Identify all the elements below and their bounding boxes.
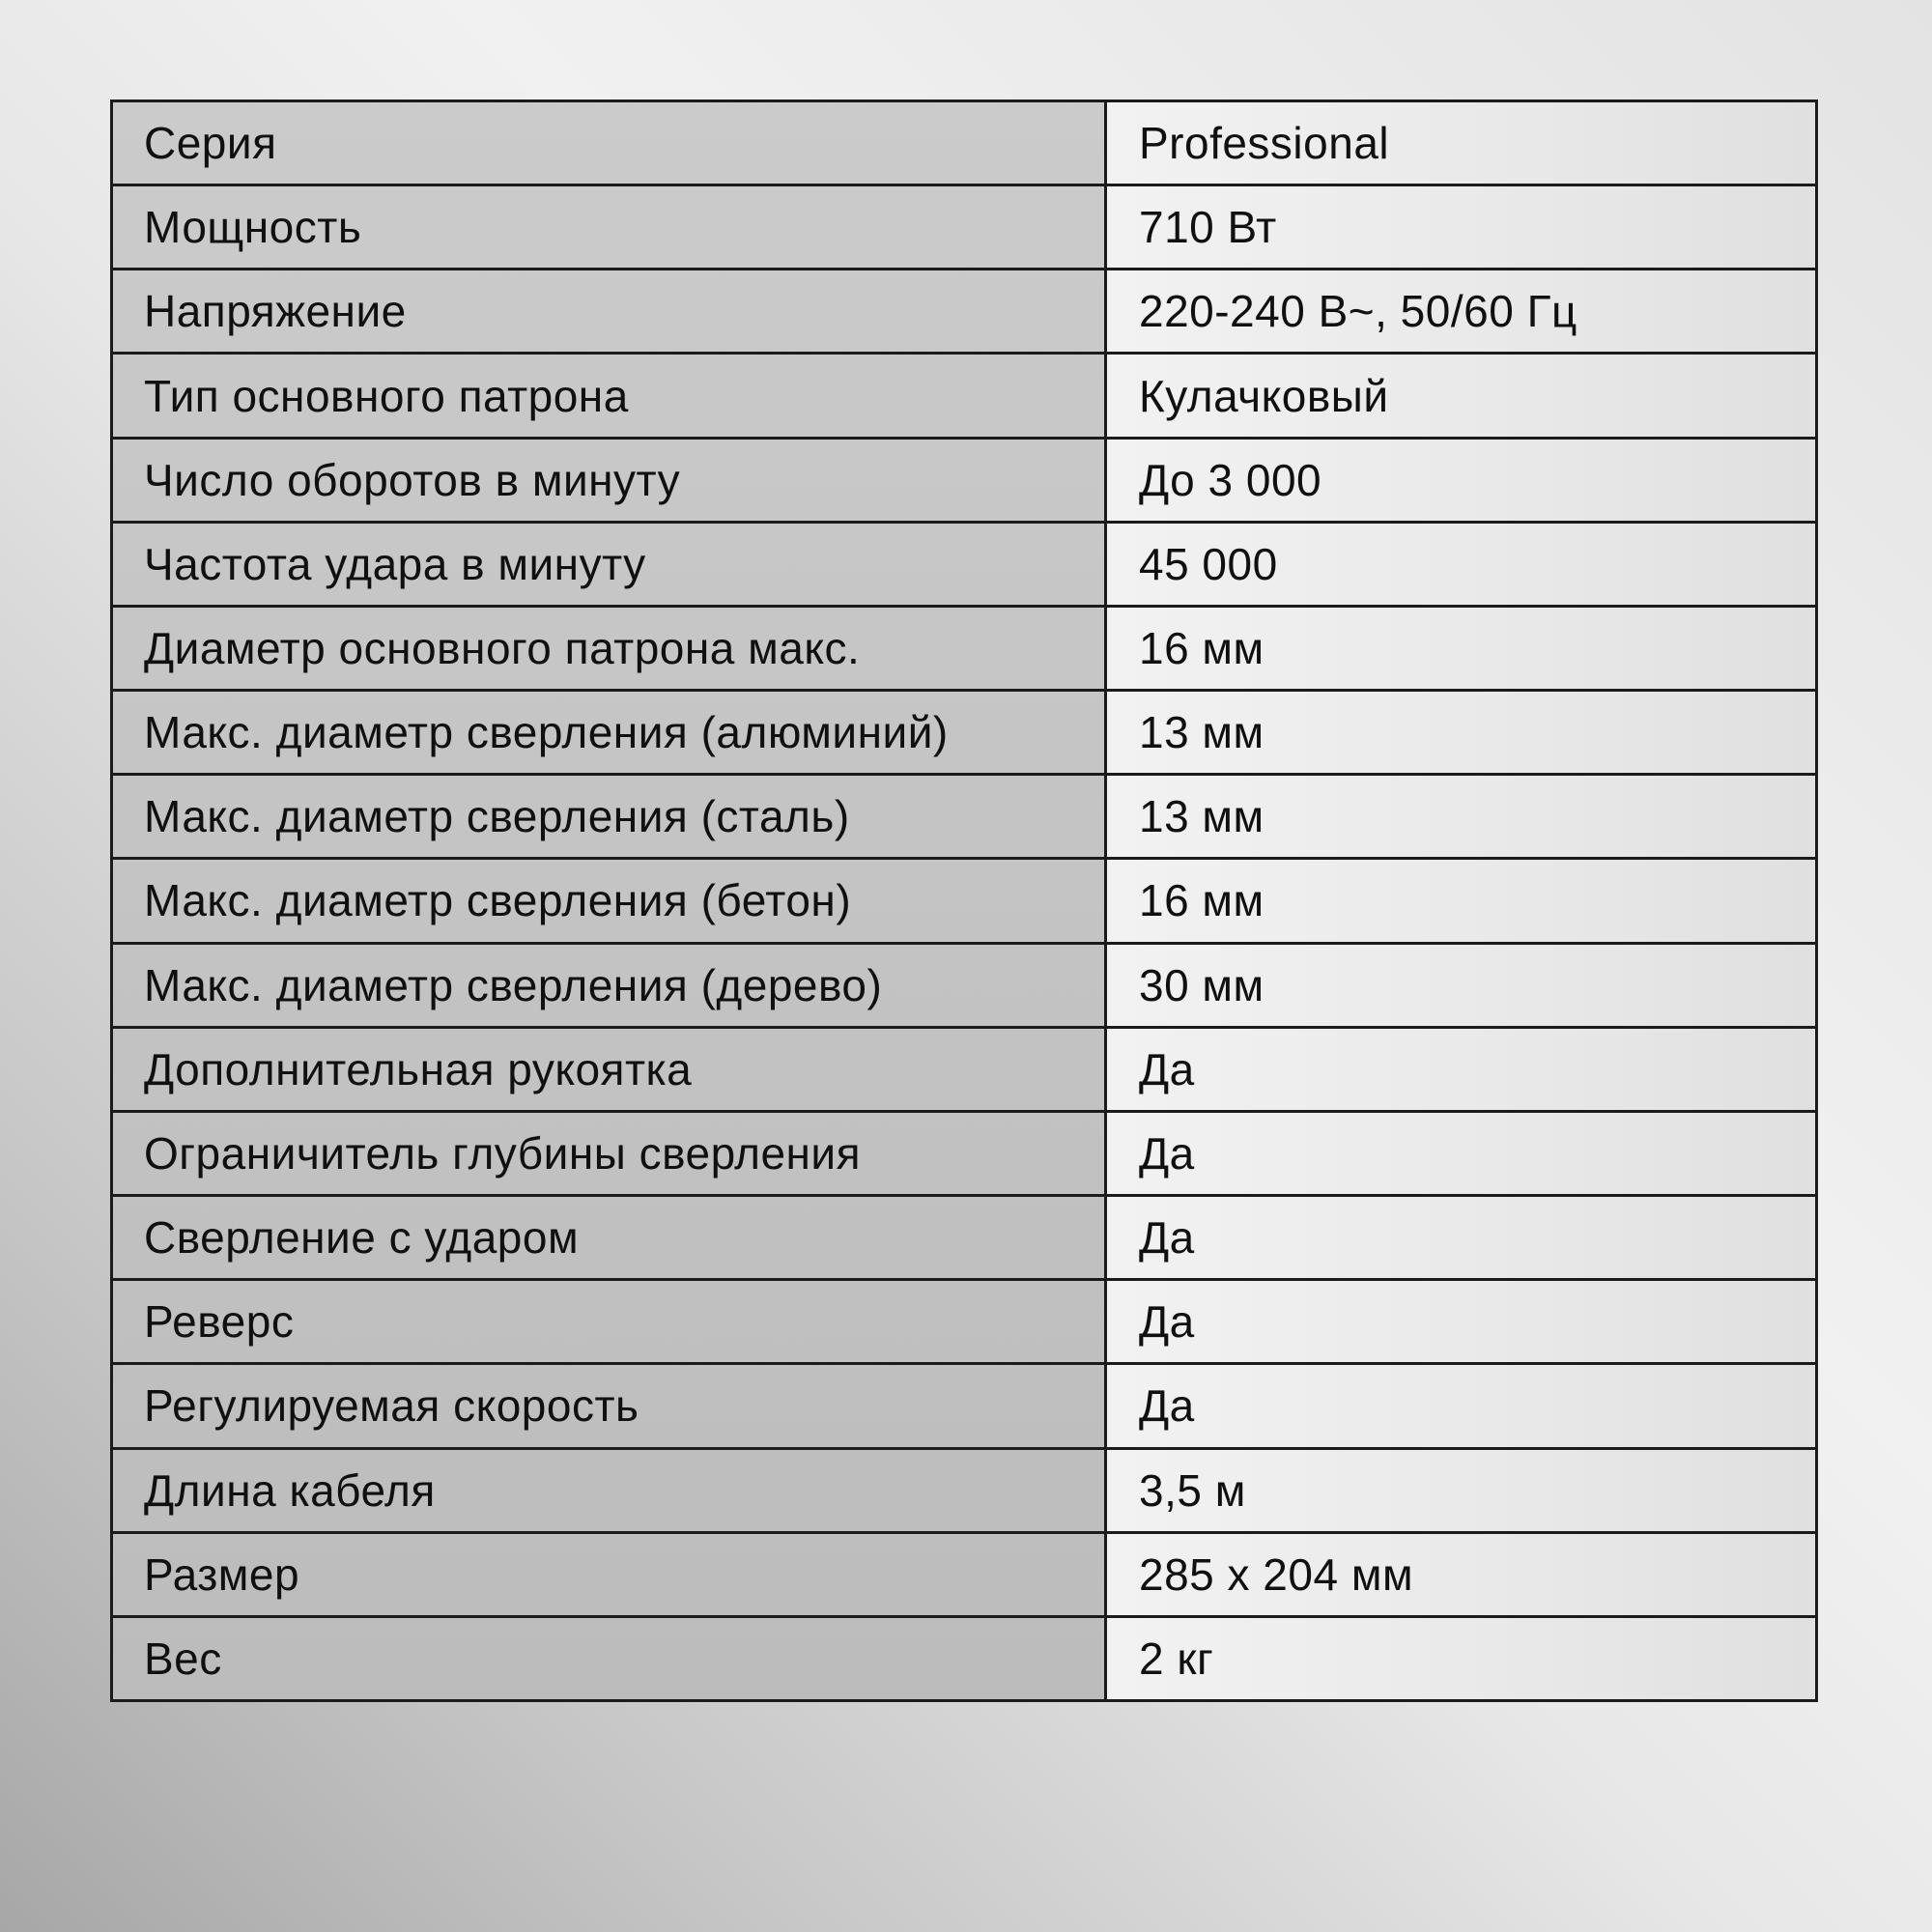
spec-label: Макс. диаметр сверления (сталь) [112,775,1106,859]
spec-value: Да [1105,1280,1816,1364]
spec-label: Напряжение [112,270,1106,354]
spec-row [112,1280,1817,1364]
spec-label: Тип основного патрона [112,354,1106,438]
spec-row [112,606,1817,690]
spec-value: Да [1105,1111,1816,1195]
spec-table-body [112,101,1817,1701]
spec-row [112,775,1817,859]
spec-label: Размер [112,1532,1106,1616]
spec-value: 3,5 м [1105,1448,1816,1532]
spec-label: Макс. диаметр сверления (дерево) [112,943,1106,1027]
spec-value: Да [1105,1196,1816,1280]
spec-value: 13 мм [1105,775,1816,859]
spec-row [112,1027,1817,1111]
spec-label: Серия [112,101,1106,185]
spec-value: 13 мм [1105,691,1816,775]
spec-label: Регулируемая скорость [112,1364,1106,1448]
spec-label: Частота удара в минуту [112,522,1106,606]
spec-label: Ограничитель глубины сверления [112,1111,1106,1195]
spec-label: Число оборотов в минуту [112,438,1106,522]
spec-row [112,354,1817,438]
spec-row [112,185,1817,270]
spec-row [112,943,1817,1027]
spec-value: 285 x 204 мм [1105,1532,1816,1616]
spec-row [112,270,1817,354]
spec-label: Дополнительная рукоятка [112,1027,1106,1111]
spec-value: 220-240 В~, 50/60 Гц [1105,270,1816,354]
spec-value: До 3 000 [1105,438,1816,522]
spec-value: 16 мм [1105,859,1816,943]
spec-row [112,1616,1817,1700]
spec-label: Сверление с ударом [112,1196,1106,1280]
spec-value: 45 000 [1105,522,1816,606]
spec-value: Professional [1105,101,1816,185]
spec-value: Да [1105,1027,1816,1111]
spec-row [112,1111,1817,1195]
spec-label: Макс. диаметр сверления (бетон) [112,859,1106,943]
spec-row [112,1196,1817,1280]
spec-label: Мощность [112,185,1106,270]
spec-label: Вес [112,1616,1106,1700]
spec-value: Кулачковый [1105,354,1816,438]
spec-row [112,691,1817,775]
spec-row [112,101,1817,185]
spec-row [112,1364,1817,1448]
spec-label: Макс. диаметр сверления (алюминий) [112,691,1106,775]
spec-value: 2 кг [1105,1616,1816,1700]
spec-value: 16 мм [1105,606,1816,690]
spec-row [112,1448,1817,1532]
spec-row [112,859,1817,943]
spec-row [112,438,1817,522]
spec-label: Длина кабеля [112,1448,1106,1532]
spec-label: Диаметр основного патрона макс. [112,606,1106,690]
spec-row [112,522,1817,606]
spec-row [112,1532,1817,1616]
spec-value: 30 мм [1105,943,1816,1027]
spec-table [110,99,1818,1702]
spec-label: Реверс [112,1280,1106,1364]
spec-value: 710 Вт [1105,185,1816,270]
spec-value: Да [1105,1364,1816,1448]
